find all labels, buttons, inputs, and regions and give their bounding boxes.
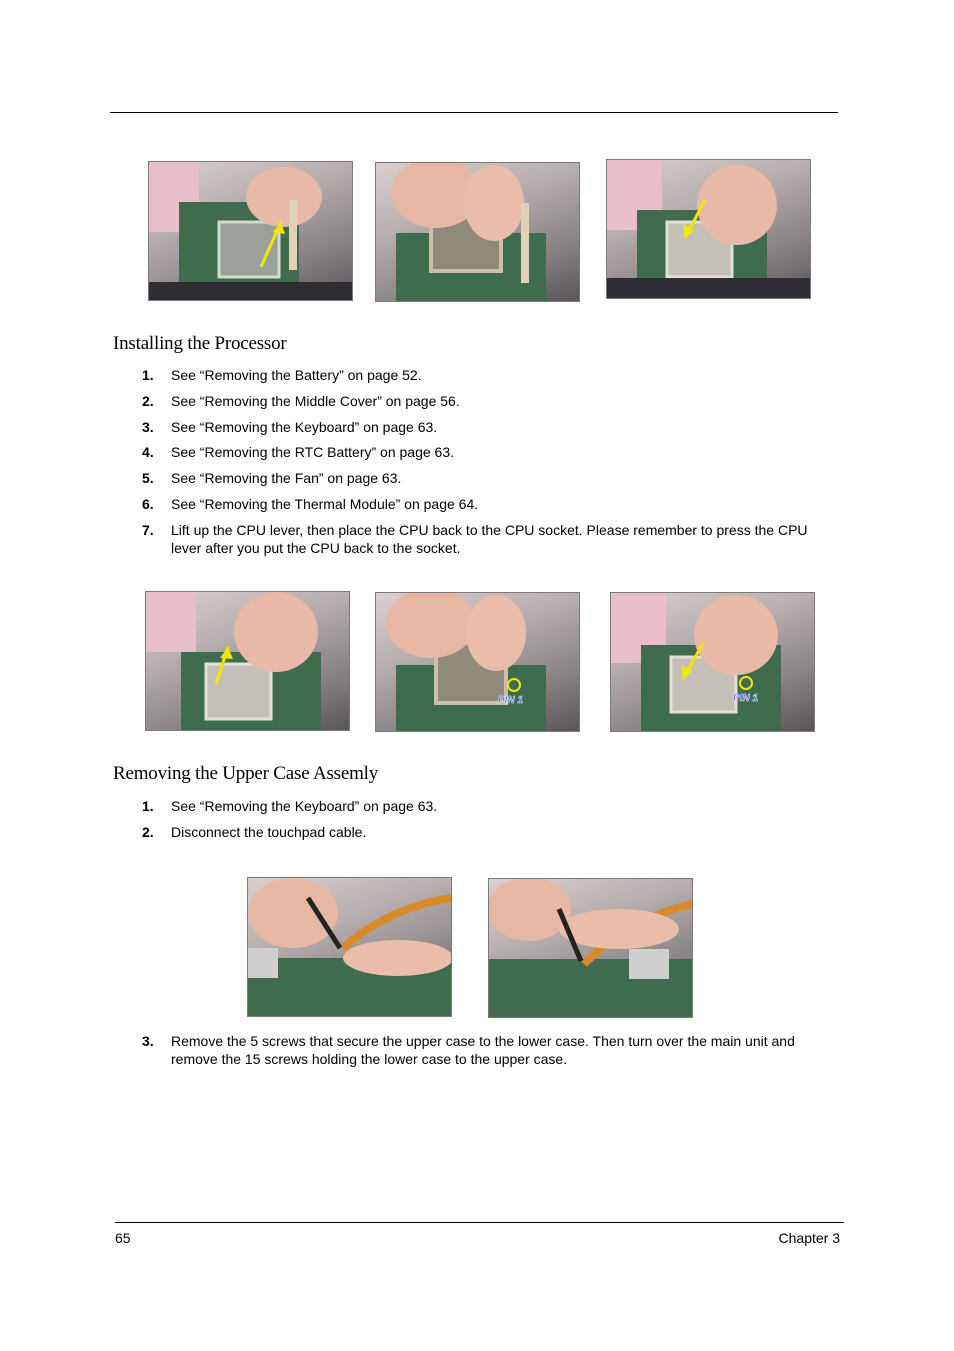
step-text: See “Removing the RTC Battery” on page 63.	[171, 444, 455, 461]
install-processor-steps	[115, 366, 835, 565]
remove-upper-case-steps	[115, 797, 835, 849]
footer-rule	[115, 1222, 844, 1223]
list-item	[115, 823, 835, 841]
step-text: See “Removing the Keyboard” on page 63.	[171, 798, 438, 814]
photo-cpu-lever-lift	[148, 161, 353, 301]
photo-touchpad-cable-1	[247, 877, 452, 1017]
step-number: 6.	[142, 495, 154, 512]
step-number: 2.	[142, 392, 154, 409]
section-title-removing-upper-case: Removing the Upper Case Assemly	[113, 763, 379, 784]
list-item	[115, 443, 835, 461]
list-item	[115, 521, 835, 557]
photo-touchpad-cable-2	[488, 878, 693, 1018]
step-number: 1.	[142, 798, 154, 814]
step-number: 2.	[142, 823, 154, 840]
chapter-label: Chapter 3	[778, 1230, 840, 1246]
step-number: 3.	[142, 418, 154, 435]
photo-press-lever	[610, 592, 815, 732]
step-number: 1.	[142, 367, 154, 383]
list-item	[115, 366, 835, 384]
photo-lift-lever	[145, 591, 350, 731]
step-number: 3.	[142, 1033, 154, 1049]
list-item	[115, 418, 835, 436]
list-item	[115, 392, 835, 410]
pin1-label: PIN 1	[733, 693, 759, 704]
step-text: See “Removing the Thermal Module” on page 64.	[171, 495, 479, 512]
list-item	[115, 1032, 835, 1068]
step-text: Lift up the CPU lever, then place the CPU back to the CPU socket. Please remember to press the CPU lever after you put the CPU back to the socket.	[171, 521, 808, 556]
step-text: See “Removing the Middle Cover” on page 56.	[171, 392, 460, 409]
step-text: See “Removing the Fan” on page 63.	[171, 470, 402, 487]
step-text: See “Removing the Battery” on page 52.	[171, 367, 422, 383]
step-number: 5.	[142, 470, 154, 487]
pin1-label: PIN 1	[498, 695, 524, 706]
list-item	[115, 797, 835, 815]
photo-cpu-lever-down	[606, 159, 811, 299]
list-item	[115, 495, 835, 513]
list-item	[115, 469, 835, 487]
photo-cpu-remove	[375, 162, 580, 302]
remove-upper-case-steps-continued	[115, 1032, 835, 1076]
step-number: 7.	[142, 521, 154, 538]
page-number: 65	[115, 1230, 131, 1246]
step-number: 4.	[142, 444, 154, 461]
header-rule	[110, 112, 838, 113]
step-text: Disconnect the touchpad cable.	[171, 823, 367, 840]
section-title-installing-processor: Installing the Processor	[113, 333, 287, 354]
photo-place-cpu	[375, 592, 580, 732]
step-text: Remove the 5 screws that secure the upper case to the lower case. Then turn over the main unit and remove the 15 screws holding the lower case to the upper case.	[171, 1033, 795, 1067]
step-text: See “Removing the Keyboard” on page 63.	[171, 418, 438, 435]
